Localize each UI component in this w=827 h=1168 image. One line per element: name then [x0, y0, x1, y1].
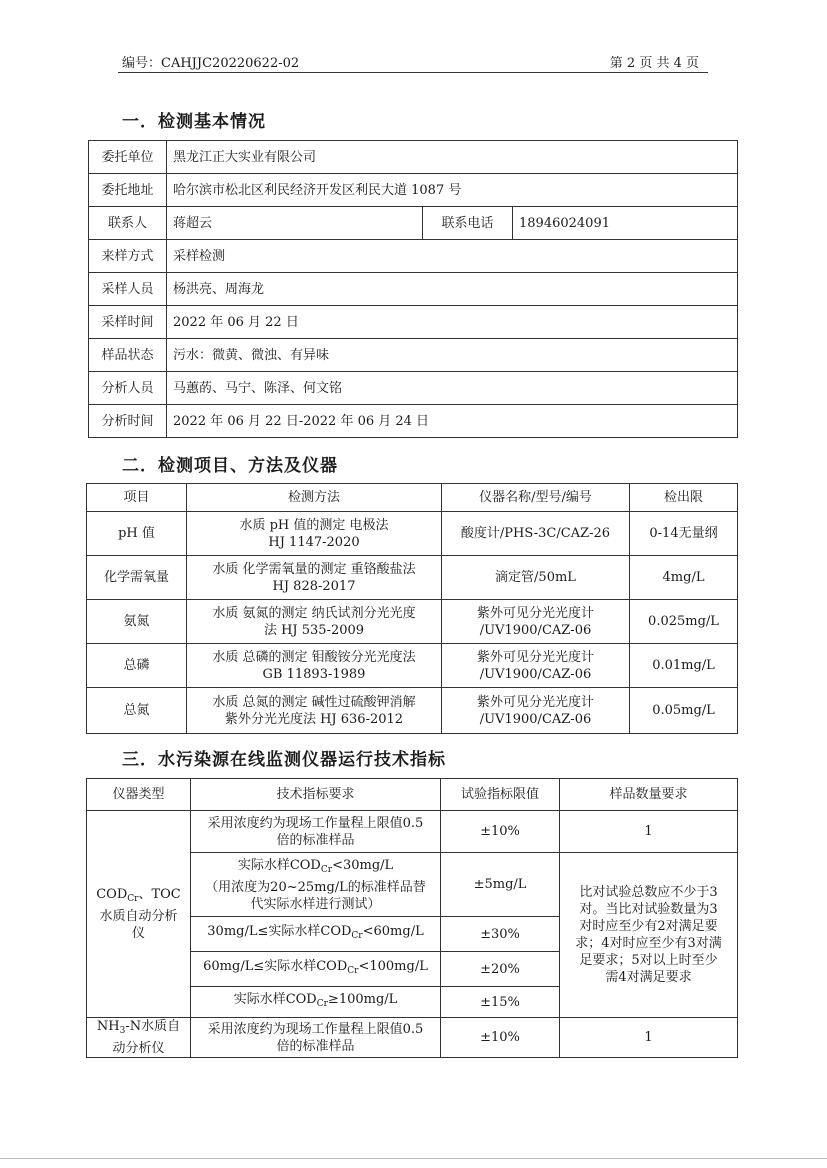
table-row	[89, 174, 738, 207]
instrument-type-line: $NH_3-N$水质自	[96, 1019, 181, 1036]
instrument-type-cod	[87, 811, 191, 1018]
method-line: 水质 总氮的测定 碱性过硫酸钾消解	[212, 694, 416, 710]
page-bottom-rule	[0, 1158, 827, 1159]
column-header: 样品数量要求	[560, 779, 738, 811]
column-header: 检出限	[630, 484, 738, 512]
quantity-cell: 1	[560, 811, 738, 853]
requirement-cell: 实际水样$COD_{Cr}\ge 100mg/L$	[191, 987, 441, 1018]
instrument-line: 滴定管/50mL	[495, 570, 576, 585]
field-label: 分析人员	[89, 372, 167, 405]
column-header: 技术指标要求	[191, 779, 441, 811]
header-rule	[118, 72, 708, 73]
instrument-line: 紫外可见分光光度计	[476, 694, 594, 710]
requirement-line: 代实际水样进行测试）	[250, 896, 381, 912]
column-header: 检测方法	[187, 484, 442, 512]
table-header-row	[87, 484, 738, 512]
method-cell	[187, 688, 442, 734]
instrument-type-line: 仪	[131, 926, 145, 941]
limit-cell: ±15%	[441, 987, 560, 1018]
field-value: 污水：微黄、微浊、有异味	[167, 339, 738, 372]
requirement-line: 倍的标准样品	[276, 1038, 355, 1054]
method-cell	[187, 556, 442, 600]
limit-cell: ±20%	[441, 952, 560, 987]
table-row	[87, 688, 738, 734]
field-value: 马蕙菂、马宁、陈泽、何文铭	[167, 372, 738, 405]
instrument-model: /UV1900/CAZ-06	[479, 666, 592, 682]
quantity-note-line: 对。当比对试验数量为3	[579, 902, 718, 917]
field-label: 采样时间	[89, 306, 167, 339]
requirement-cell	[191, 1018, 441, 1058]
table-row	[87, 1018, 738, 1058]
quantity-note-line: 足要求；5对以上时至少	[579, 953, 718, 968]
indicator-table	[86, 778, 738, 1058]
requirement-cell	[191, 811, 441, 853]
method-standard: 紫外分光光度法 HJ 636-2012	[224, 711, 404, 727]
limit-cell: ±10%	[441, 1018, 560, 1058]
method-line: 水质 pH 值的测定 电极法	[239, 517, 389, 533]
table-row	[87, 556, 738, 600]
requirement-line: 采用浓度约为现场工作量程上限值0.5	[207, 1021, 424, 1037]
field-value: 杨洪亮、周海龙	[167, 273, 738, 306]
method-standard: HJ 1147-2020	[268, 534, 360, 550]
item-name: 化学需氧量	[87, 556, 187, 600]
field-value: 黑龙江正大实业有限公司	[167, 141, 738, 174]
quantity-note-line: 比对试验总数应不少于3	[579, 885, 718, 900]
quantity-note-line: 需4对满足要求	[605, 970, 692, 985]
table-row	[89, 273, 738, 306]
instrument-model: /UV1900/CAZ-06	[479, 711, 592, 727]
document-number: 编号：CAHJJC20220622-02	[122, 56, 300, 71]
limit-cell: ±30%	[441, 917, 560, 952]
detection-limit: 0.05mg/L	[630, 688, 738, 734]
section2-title: 二．检测项目、方法及仪器	[122, 456, 338, 476]
limit-cell: ±5mg/L	[441, 853, 560, 917]
method-line: 水质 总磷的测定 钼酸铵分光光度法	[212, 649, 416, 665]
item-name: 总氮	[87, 688, 187, 734]
requirement-line: 倍的标准样品	[276, 832, 355, 848]
method-standard: GB 11893-1989	[262, 666, 366, 682]
quantity-note-cell	[560, 853, 738, 1018]
field-label: 委托单位	[89, 141, 167, 174]
instrument-cell	[442, 556, 630, 600]
quantity-cell: 1	[560, 1018, 738, 1058]
field-label: 来样方式	[89, 240, 167, 273]
column-header: 仪器类型	[87, 779, 191, 811]
table-header-row	[87, 779, 738, 811]
field-value: 哈尔滨市松北区利民经济开发区利民大道 1087 号	[167, 174, 738, 207]
instrument-cell	[442, 688, 630, 734]
instrument-cell	[442, 512, 630, 556]
instrument-line: 酸度计/PHS-3C/CAZ-26	[460, 526, 611, 541]
field-label: 采样人员	[89, 273, 167, 306]
method-cell	[187, 512, 442, 556]
field-value: 18946024091	[513, 207, 738, 240]
methods-table	[86, 483, 738, 734]
requirement-cell: 30mg/L≤实际水样$COD_{Cr}<60mg/L$	[191, 917, 441, 952]
field-label: 联系电话	[423, 207, 513, 240]
table-row	[89, 141, 738, 174]
instrument-model: /UV1900/CAZ-06	[479, 622, 592, 638]
table-row	[89, 207, 738, 240]
instrument-cell	[442, 600, 630, 644]
method-line: 水质 化学需氧量的测定 重铬酸盐法	[212, 561, 416, 577]
instrument-type-line: 动分析仪	[112, 1041, 165, 1056]
item-name: 氨氮	[87, 600, 187, 644]
table-row	[87, 811, 738, 853]
column-header: 试验指标限值	[441, 779, 560, 811]
detection-limit: 0-14无量纲	[630, 512, 738, 556]
field-label: 样品状态	[89, 339, 167, 372]
table-row	[87, 600, 738, 644]
quantity-note-line: 对时应至少有2对满足要	[579, 919, 718, 934]
instrument-type-line: $COD_{Cr}$、TOC	[96, 887, 181, 904]
section1-title: 一．检测基本情况	[122, 112, 266, 132]
field-value: 2022 年 06 月 22 日-2022 年 06 月 24 日	[167, 405, 738, 438]
section3-title: 三．水污染源在线监测仪器运行技术指标	[122, 750, 446, 770]
requirement-line: （用浓度为20~25mg/L的标准样品替	[205, 879, 426, 895]
requirement-cell: 60mg/L≤实际水样$COD_{Cr}<100mg/L$	[191, 952, 441, 987]
field-label: 委托地址	[89, 174, 167, 207]
column-header: 项目	[87, 484, 187, 512]
method-cell	[187, 600, 442, 644]
table-row	[89, 240, 738, 273]
instrument-line: 紫外可见分光光度计	[476, 605, 594, 621]
table-row	[89, 405, 738, 438]
instrument-type-nh3	[87, 1018, 191, 1058]
item-name: pH 值	[87, 512, 187, 556]
requirement-line: 实际水样$COD_{Cr}<30mg/L$	[237, 857, 394, 875]
quantity-note-line: 求；4对时应至少有3对满	[575, 936, 722, 951]
field-label: 分析时间	[89, 405, 167, 438]
detection-limit: 4mg/L	[630, 556, 738, 600]
table-row	[89, 372, 738, 405]
detection-limit: 0.025mg/L	[630, 600, 738, 644]
detection-limit: 0.01mg/L	[630, 644, 738, 688]
table-row	[89, 339, 738, 372]
method-line: 水质 氨氮的测定 纳氏试剂分光光度	[212, 605, 416, 621]
limit-cell: ±10%	[441, 811, 560, 853]
instrument-cell	[442, 644, 630, 688]
requirement-cell	[191, 853, 441, 917]
page-indicator: 第 2 页 共 4 页	[609, 56, 699, 71]
column-header: 仪器名称/型号/编号	[442, 484, 630, 512]
instrument-type-line: 水质自动分析	[99, 909, 178, 924]
method-standard: HJ 828-2017	[272, 578, 356, 594]
basic-info-table	[88, 140, 738, 438]
table-row	[89, 306, 738, 339]
method-cell	[187, 644, 442, 688]
field-value: 2022 年 06 月 22 日	[167, 306, 738, 339]
field-label: 联系人	[89, 207, 167, 240]
instrument-line: 紫外可见分光光度计	[476, 649, 594, 665]
field-value: 蒋超云	[167, 207, 423, 240]
field-value: 采样检测	[167, 240, 738, 273]
method-standard: 法 HJ 535-2009	[263, 622, 365, 638]
table-row	[87, 512, 738, 556]
table-row	[87, 644, 738, 688]
item-name: 总磷	[87, 644, 187, 688]
requirement-line: 采用浓度约为现场工作量程上限值0.5	[207, 815, 424, 831]
